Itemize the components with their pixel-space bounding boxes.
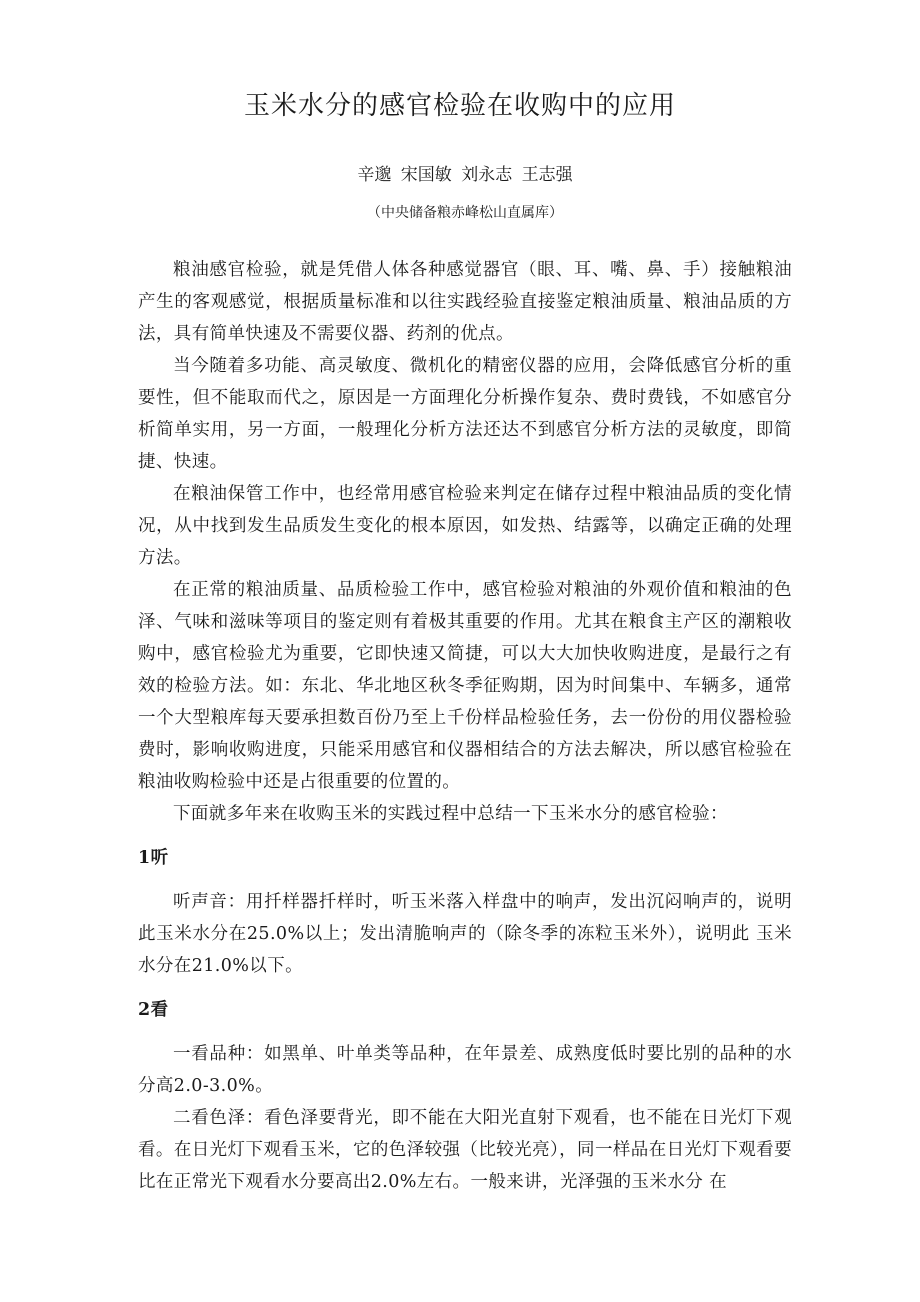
affiliation-line: （中央储备粮赤峰松山直属库） [367,205,563,221]
paragraph: 一看品种：如黑单、叶单类等品种，在年景差、成熟度低时要比别的品种的水分高2.0-3.0%。 [138,1044,792,1096]
paragraph: 在正常的粮油质量、品质检验工作中，感官检验对粮油的外观价值和粮油的色泽、气味和滋味等项目的鉴定则有着极其重要的作用。尤其在粮食主产区的潮粮收购中，感官检验尤为重要，它即快速又简捷，可以大大加快收购进度，是最行之有效的检验方法。如：东北、华北地区秋冬季征购期，因为时间集中、车辆多，通常一个大型粮库每天要承担数百份乃至上千份样品检验任务，去一份份的用仪器检验费时，影响收购进度，只能采用感官和仪器相结合的方法去解决，所以感官检验在粮油收购检验中还是占很重要的位置的。 [138,580,792,792]
article-body [138,254,792,1198]
paragraph: 当今随着多功能、高灵敏度、微机化的精密仪器的应用，会降低感官分析的重要性，但不能取而代之，原因是一方面理化分析操作复杂、费时费钱，不如感官分析简单实用，另一方面，一般理化分析方法还达不到感官分析方法的灵敏度，即简捷、快速。 [138,356,792,472]
section-heading-listen: 1听 [138,848,169,868]
paragraph: 下面就多年来在收购玉米的实践过程中总结一下玉米水分的感官检验： [173,804,728,824]
paragraph: 在粮油保管工作中，也经常用感官检验来判定在储存过程中粮油品质的变化情况，从中找到发生品质发生变化的根本原因，如发热、结露等，以确定正确的处理方法。 [138,484,792,568]
paragraph: 粮油感官检验，就是凭借人体各种感觉器官（眼、耳、嘴、鼻、手）接触粮油产生的客观感觉，根据质量标准和以往实践经验直接鉴定粮油质量、粮油品质的方法，具有简单快速及不需要仪器、药剂的优点。 [138,260,792,344]
authors-line: 辛邈 宋国敏 刘永志 王志强 [357,165,573,185]
page-title: 玉米水分的感官检验在收购中的应用 [243,91,676,121]
paragraph: 听声音：用扦样器扦样时，听玉米落入样盘中的响声，发出沉闷响声的，说明此玉米水分在25.0%以上；发出清脆响声的（除冬季的冻粒玉米外），说明此 玉米水分在21.0%以下。 [138,892,792,976]
section-heading-look: 2看 [138,1000,169,1020]
paragraph: 二看色泽：看色泽要背光，即不能在大阳光直射下观看，也不能在日光灯下观看。在日光灯下观看玉米，它的色泽较强（比较光亮），同一样品在日光灯下观看要比在正常光下观看水分要高出2.0%左右。一般来讲，光泽强的玉米水分 在 [138,1108,792,1192]
